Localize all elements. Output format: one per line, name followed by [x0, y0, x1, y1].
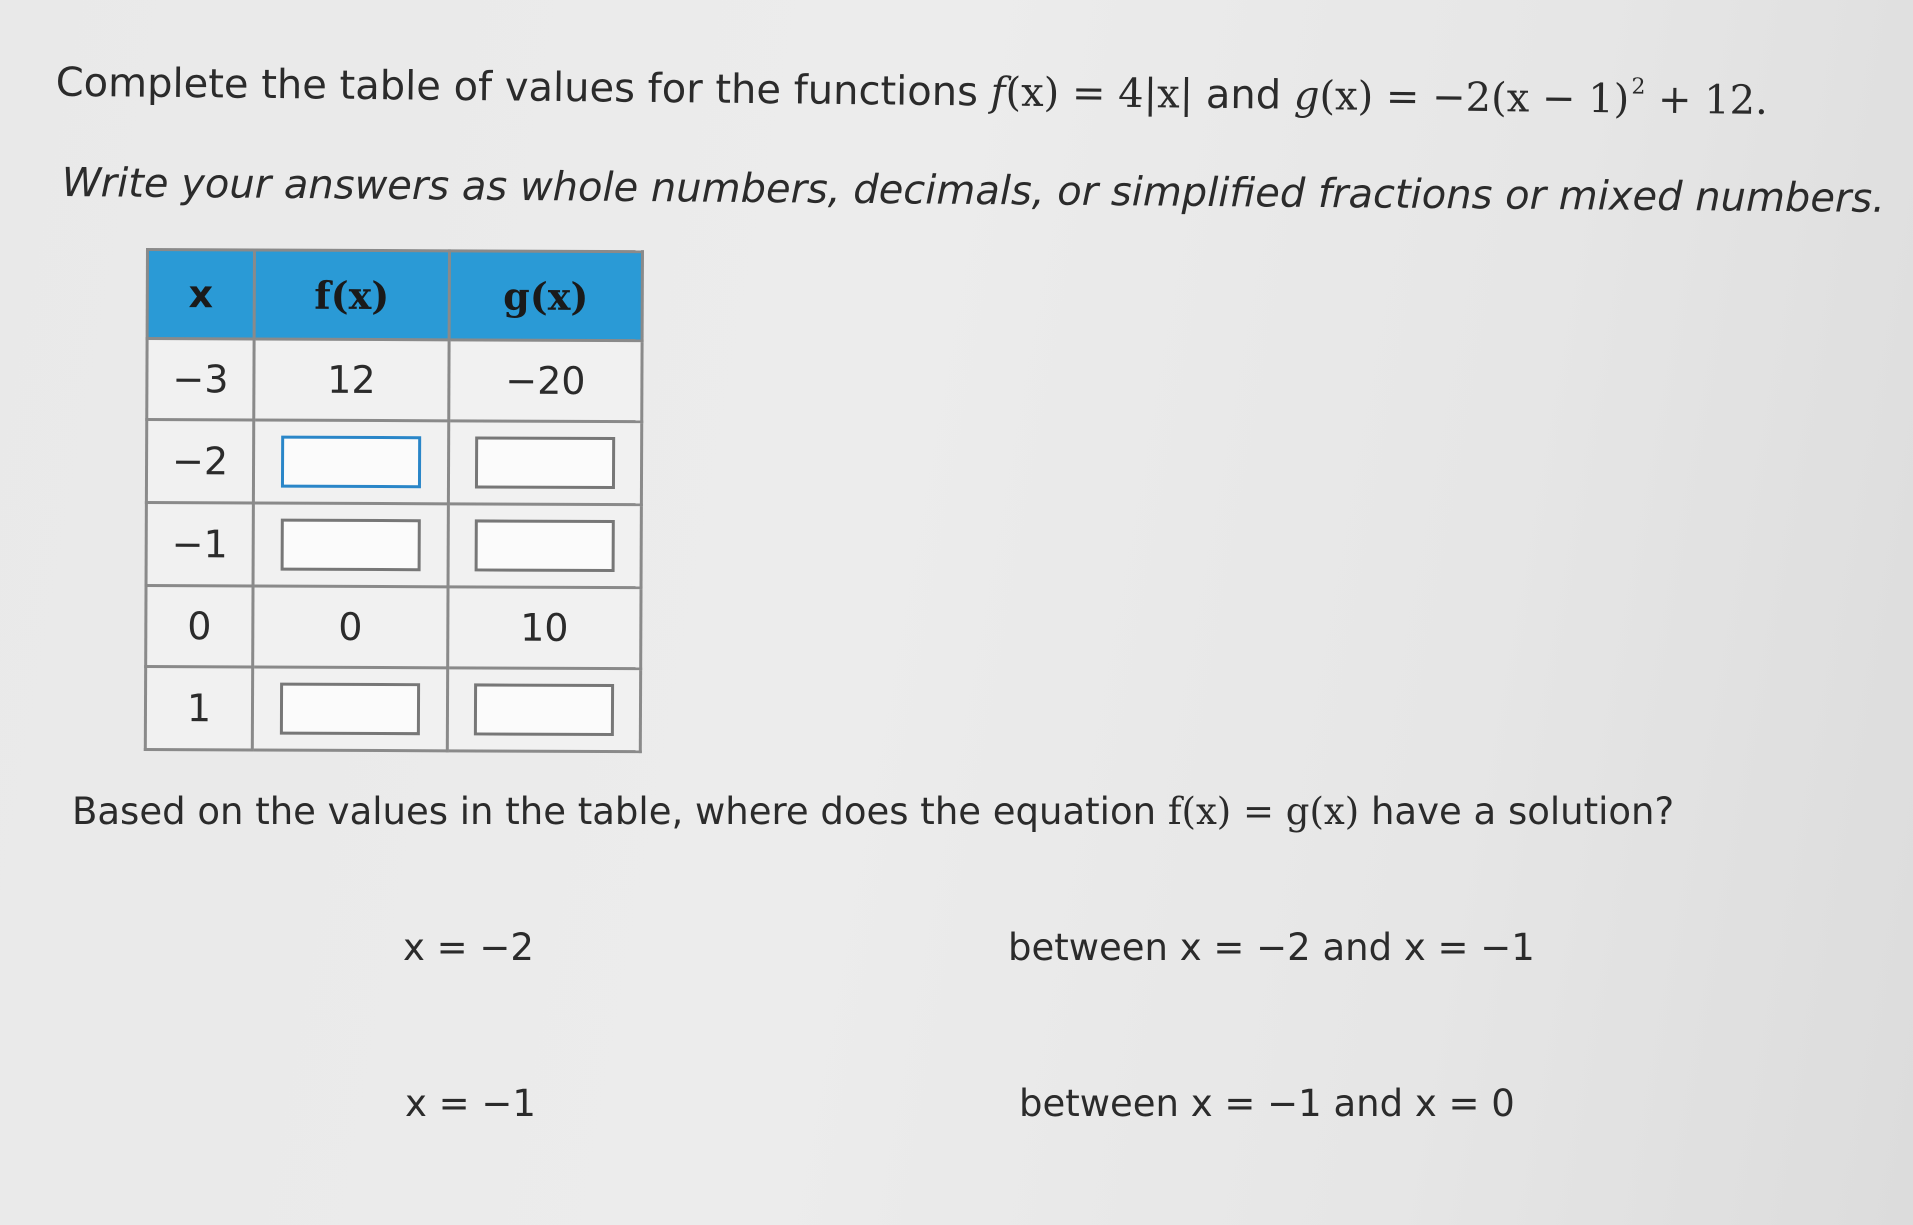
- cell-f: 12: [254, 339, 449, 421]
- answer-box-f-minus-2[interactable]: [281, 436, 421, 489]
- cell-f: [253, 503, 448, 587]
- answer-box-g-minus-2[interactable]: [475, 436, 615, 489]
- table-row: [145, 667, 640, 752]
- instruction-joiner: and: [1192, 71, 1295, 119]
- cell-g: [448, 421, 641, 505]
- cell-g: 10: [448, 587, 641, 669]
- g-tail: + 12.: [1645, 76, 1769, 124]
- g-exponent: 2: [1631, 74, 1646, 100]
- cell-g: [447, 668, 640, 752]
- cell-x: −2: [146, 420, 253, 503]
- cell-f: 0: [253, 586, 448, 668]
- cell-g: −20: [449, 340, 642, 422]
- cell-x: 1: [145, 667, 252, 750]
- answer-box-g-minus-1[interactable]: [475, 519, 615, 572]
- format-note: Write your answers as whole numbers, decimals, or simplified fractions or mixed numbers.: [61, 160, 1886, 222]
- choice-between-minus-1-and-0[interactable]: between x = −1 and x = 0: [1019, 1082, 1515, 1125]
- f-definition: [990, 69, 1193, 117]
- cell-x: −3: [147, 339, 254, 420]
- g-name: g: [1293, 72, 1320, 119]
- table-row: [146, 503, 641, 588]
- cell-g: [448, 504, 641, 588]
- question-text: [72, 790, 1674, 833]
- answer-box-g-1[interactable]: [474, 683, 614, 736]
- f-name: f: [990, 69, 1006, 116]
- question-suffix: have a solution?: [1359, 790, 1675, 833]
- choice-x-equals-minus-1[interactable]: x = −1: [405, 1082, 536, 1125]
- choice-between-minus-2-and-minus-1[interactable]: between x = −2 and x = −1: [1008, 926, 1535, 969]
- values-table: [144, 248, 644, 753]
- choice-x-equals-minus-2[interactable]: x = −2: [403, 926, 534, 969]
- cell-f: [252, 667, 447, 751]
- header-x: x: [147, 250, 254, 339]
- instruction-prefix: Complete the table of values for the functions: [55, 59, 991, 116]
- cell-x: 0: [146, 586, 253, 667]
- header-f: f(x): [254, 250, 449, 340]
- header-g: g(x): [449, 251, 642, 341]
- table-row: [147, 339, 642, 422]
- cell-x: −1: [146, 503, 253, 586]
- g-definition: [1294, 73, 1768, 124]
- answer-box-f-minus-1[interactable]: [281, 519, 421, 572]
- question-equation: f(x) = g(x): [1167, 790, 1360, 833]
- g-body: (x) = −2(x − 1): [1319, 72, 1630, 123]
- table-header-row: [147, 250, 642, 341]
- instruction-text: [56, 58, 1769, 124]
- table-row: [146, 420, 641, 505]
- cell-f: [253, 420, 448, 504]
- f-body: (x) = 4|x|: [1005, 69, 1194, 118]
- question-prefix: Based on the values in the table, where does the equation: [72, 790, 1168, 833]
- table-row: [146, 586, 641, 669]
- answer-box-f-1[interactable]: [280, 683, 420, 736]
